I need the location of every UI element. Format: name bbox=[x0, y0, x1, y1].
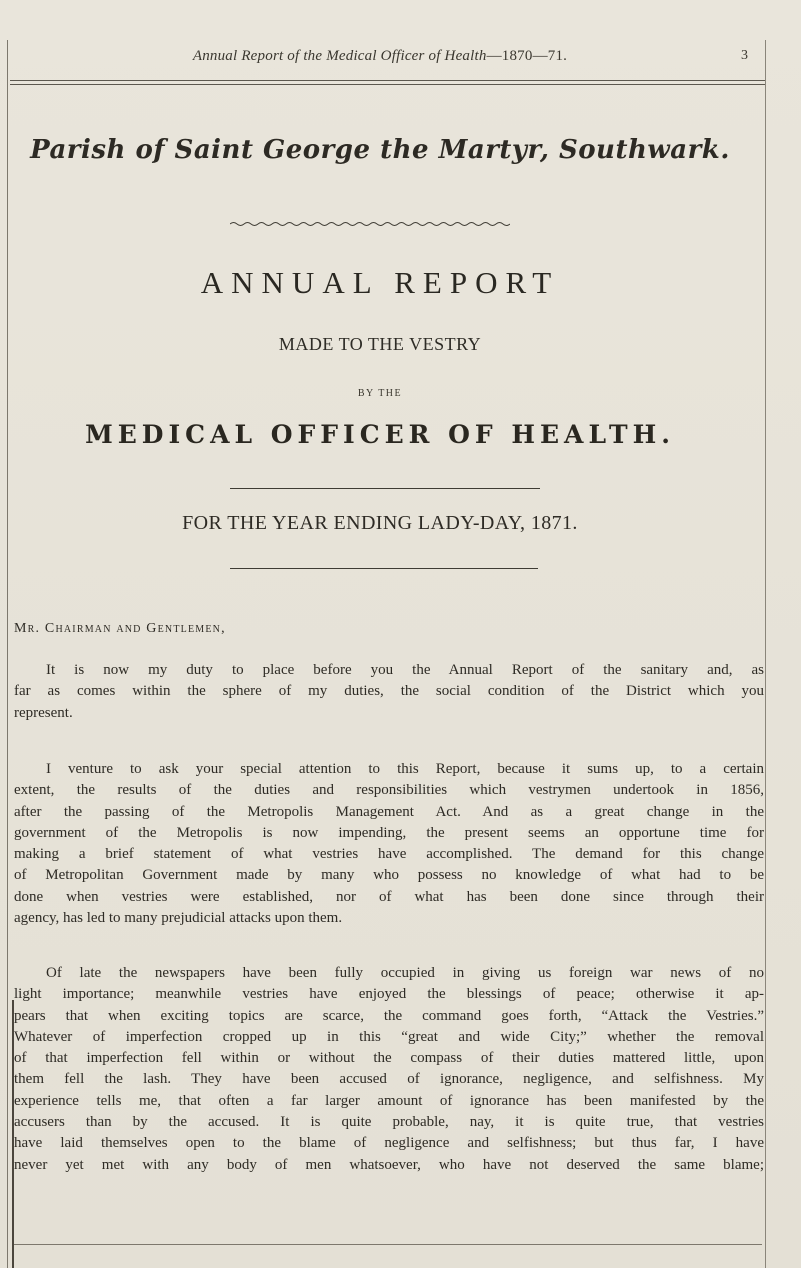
paragraph-line: Of late the newspapers have been fully occupied in giving us foreign war news of no bbox=[46, 965, 764, 981]
medical-officer-heading: MEDICAL OFFICER OF HEALTH. bbox=[85, 420, 675, 449]
paragraph-line: making a brief statement of what vestries have accomplished. The demand for this change bbox=[14, 846, 764, 863]
year-ending: FOR THE YEAR ENDING LADY-DAY, 1871. bbox=[182, 512, 578, 534]
paragraph-line: government of the Metropolis is now impending, the present seems an opportune time for bbox=[14, 824, 764, 841]
divider-rule-1 bbox=[230, 488, 540, 489]
header-rule-bottom bbox=[10, 84, 765, 85]
parish-title: Parish of Saint George the Martyr, Southwark. bbox=[30, 135, 730, 165]
made-to-vestry: MADE TO THE VESTRY bbox=[278, 334, 482, 354]
wavy-divider bbox=[230, 220, 510, 228]
paragraph-line: far as comes within the sphere of my duties, the social condition of the District which you bbox=[14, 683, 764, 700]
running-head-title bbox=[0, 48, 760, 65]
paragraph-line: of Metropolitan Government made by many who possess no knowledge of what had to be bbox=[14, 867, 764, 884]
paragraph-line: done when vestries were established, nor of what has been done since through their bbox=[14, 888, 764, 905]
paragraph-2 bbox=[14, 759, 764, 929]
paragraph-line: never yet met with any body of men whatsoever, who have not deserved the same blame; bbox=[14, 1156, 764, 1173]
annual-report-heading: ANNUAL REPORT bbox=[200, 265, 560, 300]
paragraph-1 bbox=[14, 660, 764, 724]
running-head-year: —1870—71. bbox=[486, 48, 568, 64]
right-margin-rule bbox=[765, 40, 766, 1268]
paragraph-line: It is now my duty to place before you the Annual Report of the sanitary and, as bbox=[46, 662, 764, 678]
by-the: BY THE bbox=[357, 388, 403, 399]
paragraph-line: extent, the results of the duties and responsibilities which vestrymen undertook in 1856, bbox=[14, 782, 764, 799]
paragraph-line: pears that when exciting topics are scarce, the command goes forth, “Attack the Vestries.” bbox=[14, 1007, 764, 1024]
paragraph-line: Whatever of imperfection cropped up in this “great and wide City;” whether the removal bbox=[14, 1028, 764, 1045]
paragraph-line: represent. bbox=[14, 704, 73, 721]
paragraph-line: after the passing of the Metropolis Management Act. And as a great change in the bbox=[14, 803, 764, 820]
page-number: 3 bbox=[741, 48, 748, 63]
paragraph-line: them fell the lash. They have been accused of ignorance, negligence, and selfishness. My bbox=[14, 1071, 764, 1088]
left-margin-rule bbox=[7, 40, 8, 1268]
paragraph-line: light importance; meanwhile vestries have enjoyed the blessings of peace; otherwise it ap- bbox=[14, 986, 764, 1003]
running-head bbox=[0, 48, 760, 72]
paragraph-line: accusers than by the accused. It is quite probable, nay, it is quite true, that vestries bbox=[14, 1114, 764, 1131]
paragraph-line: agency, has led to many prejudicial attacks upon them. bbox=[14, 910, 343, 927]
paragraph-line: experience tells me, that often a far larger amount of ignorance has been manifested by the bbox=[14, 1092, 764, 1109]
paragraph-line: have laid themselves open to the blame of negligence and selfishness; but thus far, I have bbox=[14, 1135, 764, 1152]
running-head-title-text: Annual Report of the Medical Officer of Health bbox=[192, 48, 487, 64]
header-rule-top bbox=[10, 80, 765, 81]
paragraph-line: of that imperfection fell within or without the compass of their duties mattered little, upon bbox=[14, 1050, 764, 1067]
paragraph-line: I venture to ask your special attention to this Report, because it sums up, to a certain bbox=[46, 761, 764, 777]
divider-rule-2 bbox=[230, 568, 538, 569]
salutation: Mr. Chairman and Gentlemen, bbox=[14, 621, 226, 636]
paragraph-3 bbox=[14, 963, 764, 1176]
bottom-rule bbox=[14, 1244, 762, 1245]
